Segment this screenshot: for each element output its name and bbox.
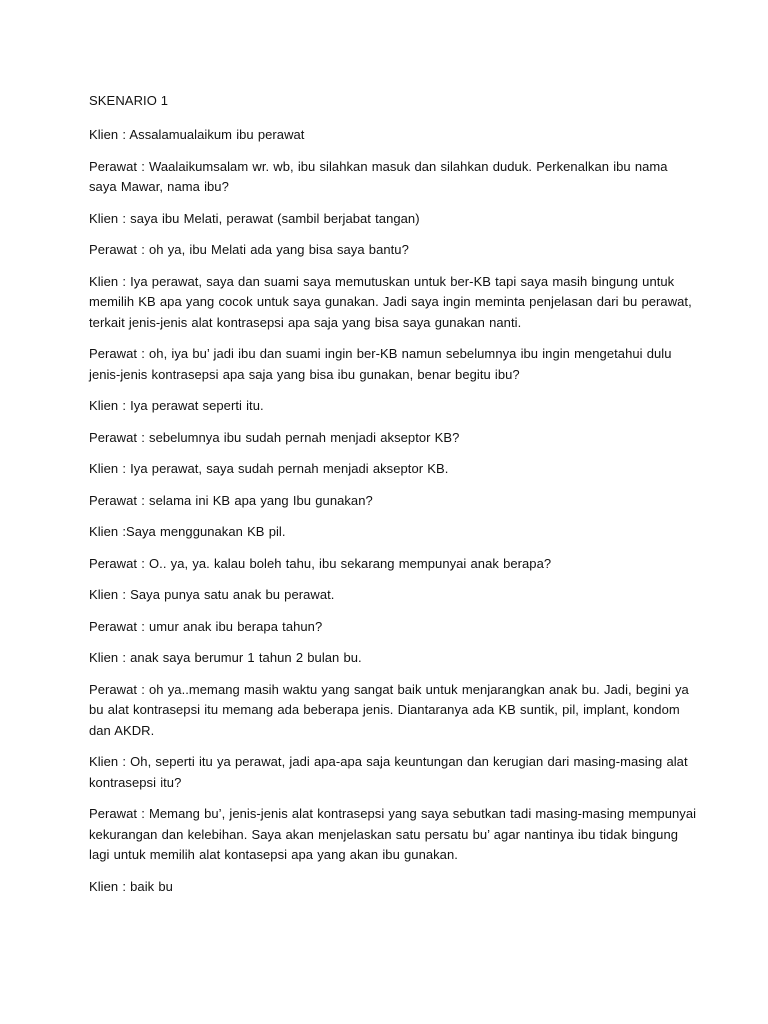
- dialogue-paragraph: Klien : Saya punya satu anak bu perawat.: [89, 587, 335, 602]
- dialogue-paragraph: Perawat : umur anak ibu berapa tahun?: [89, 618, 323, 634]
- dialogue-paragraph: Perawat : Waalaikumsalam wr. wb, ibu silahkan masuk dan silahkan duduk. Perkenalkan ibu nama saya Mawar, nama ibu?: [89, 158, 668, 194]
- document-body: [89, 91, 699, 908]
- dialogue-paragraph: Perawat : oh ya..memang masih waktu yang sangat baik untuk menjarangkan anak bu. Jadi, begini ya bu alat kontrasepsi itu memang ada beberapa jenis. Diantaranya ada KB suntik, pil, implant, kondom dan AKDR.: [89, 681, 689, 738]
- dialogue-paragraph: Klien : baik bu: [89, 878, 173, 894]
- dialogue-paragraph: Klien : Iya perawat seperti itu.: [89, 398, 264, 413]
- document-title: SKENARIO 1: [89, 93, 169, 108]
- dialogue-paragraph: Perawat : sebelumnya ibu sudah pernah menjadi akseptor KB?: [89, 429, 460, 445]
- dialogue-paragraph: Klien : Iya perawat, saya dan suami saya memutuskan untuk ber-KB tapi saya masih bingung untuk memilih KB apa yang cocok untuk saya gunakan. Jadi saya ingin meminta penjelasan dari bu perawat, terkait jenis-jenis alat kontrasepsi apa saja yang bisa saya gunakan nanti.: [89, 273, 692, 330]
- dialogue-paragraph: Klien : Iya perawat, saya sudah pernah menjadi akseptor KB.: [89, 461, 449, 476]
- dialogue-paragraph: Perawat : oh, iya bu’ jadi ibu dan suami ingin ber-KB namun sebelumnya ibu ingin mengetahui dulu jenis-jenis kontrasepsi apa saja yang bisa ibu gunakan, benar begitu ibu?: [89, 346, 672, 382]
- dialogue-paragraph: Klien : saya ibu Melati, perawat (sambil berjabat tangan): [89, 210, 420, 226]
- dialogue-paragraph: Klien : Oh, seperti itu ya perawat, jadi apa-apa saja keuntungan dan kerugian dari masing-masing alat kontrasepsi itu?: [89, 754, 688, 790]
- dialogue-paragraph: Perawat : selama ini KB apa yang Ibu gunakan?: [89, 492, 373, 508]
- dialogue-paragraph: Perawat : O.. ya, ya. kalau boleh tahu, ibu sekarang mempunyai anak berapa?: [89, 555, 552, 571]
- dialogue-paragraph: Perawat : oh ya, ibu Melati ada yang bisa saya bantu?: [89, 242, 409, 257]
- dialogue-paragraph: Perawat : Memang bu’, jenis-jenis alat kontrasepsi yang saya sebutkan tadi masing-masing mempunyai kekurangan dan kelebihan. Saya akan menjelaskan satu persatu bu’ agar nantinya ibu tidak bingung lagi untuk memilih alat kontasepsi apa yang akan ibu gunakan.: [89, 806, 697, 862]
- dialogue-paragraph: Klien :Saya menggunakan KB pil.: [89, 524, 286, 539]
- dialogue-paragraph: Klien : anak saya berumur 1 tahun 2 bulan bu.: [89, 650, 362, 665]
- dialogue-paragraph: Klien : Assalamualaikum ibu perawat: [89, 127, 305, 142]
